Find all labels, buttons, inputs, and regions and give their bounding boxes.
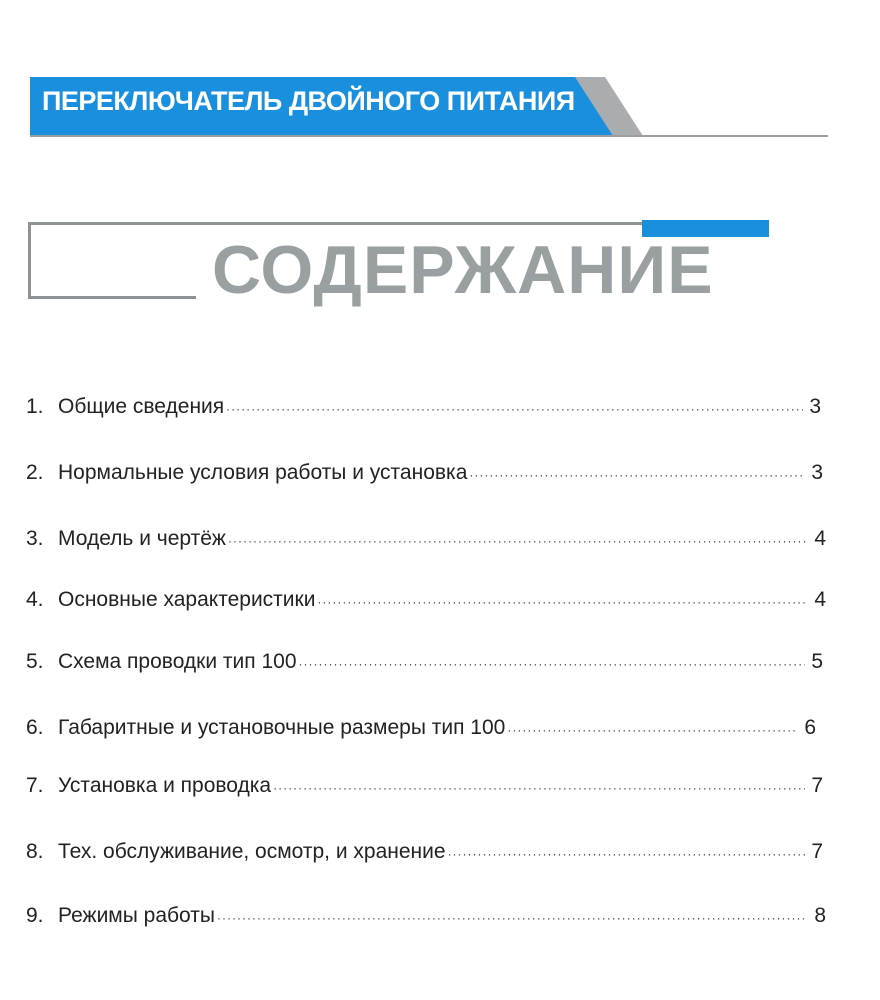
toc-item-label: Модель и чертёж: [58, 527, 226, 550]
toc-item-page: 7: [811, 774, 823, 797]
toc-dot-leader: [217, 911, 808, 925]
toc-item-label: Схема проводки тип 100: [58, 650, 297, 673]
toc-item-number: 4.: [26, 588, 44, 611]
toc-item-page: 3: [811, 461, 823, 484]
toc-item-label: Нормальные условия работы и установка: [58, 461, 468, 484]
toc-item-number: 3.: [26, 527, 44, 550]
toc-item-page: 3: [809, 395, 821, 418]
header-banner: [0, 0, 880, 160]
toc-item-page: 4: [814, 527, 826, 550]
toc-dot-leader: [273, 781, 805, 795]
toc-item[interactable]: [26, 461, 823, 491]
toc-item-label: Режимы работы: [58, 904, 215, 927]
toc-item-number: 2.: [26, 461, 44, 484]
banner-graphic: [0, 0, 880, 160]
toc-item[interactable]: [26, 774, 823, 804]
toc-item-number: 5.: [26, 650, 44, 673]
contents-heading: СОДЕРЖАНИЕ: [212, 232, 714, 308]
toc-item-label: Установка и проводка: [58, 774, 272, 797]
toc-item[interactable]: [26, 395, 821, 425]
toc-item-label: Основные характеристики: [58, 588, 316, 611]
toc-item-label: Габаритные и установочные размеры тип 100: [58, 716, 506, 739]
toc-item-number: 8.: [26, 840, 44, 863]
toc-item-page: 5: [811, 650, 823, 673]
toc-item-page: 4: [814, 588, 826, 611]
toc-dot-leader: [469, 468, 805, 482]
toc-item-page: 8: [814, 904, 826, 927]
toc-item-label: Тех. обслуживание, осмотр, и хранение: [58, 840, 446, 863]
toc-dot-leader: [299, 657, 805, 671]
toc-item[interactable]: [26, 716, 816, 746]
toc-item-number: 1.: [26, 395, 44, 418]
toc-item[interactable]: [26, 527, 826, 557]
toc-dot-leader: [226, 402, 803, 416]
toc-item-number: 6.: [26, 716, 44, 739]
toc-item[interactable]: [26, 840, 823, 870]
toc-item-number: 7.: [26, 774, 44, 797]
banner-title: ПЕРЕКЛЮЧАТЕЛЬ ДВОЙНОГО ПИТАНИЯ: [42, 86, 575, 116]
toc-item-page: 6: [804, 716, 816, 739]
toc-item[interactable]: [26, 588, 826, 618]
toc-item[interactable]: [26, 904, 826, 934]
toc-dot-leader: [228, 534, 808, 548]
toc-dot-leader: [507, 723, 798, 737]
toc-item-number: 9.: [26, 904, 44, 927]
toc-item[interactable]: [26, 650, 823, 680]
toc-dot-leader: [317, 595, 808, 609]
toc-item-page: 7: [811, 840, 823, 863]
toc-item-label: Общие сведения: [58, 395, 225, 418]
toc-dot-leader: [448, 847, 805, 861]
